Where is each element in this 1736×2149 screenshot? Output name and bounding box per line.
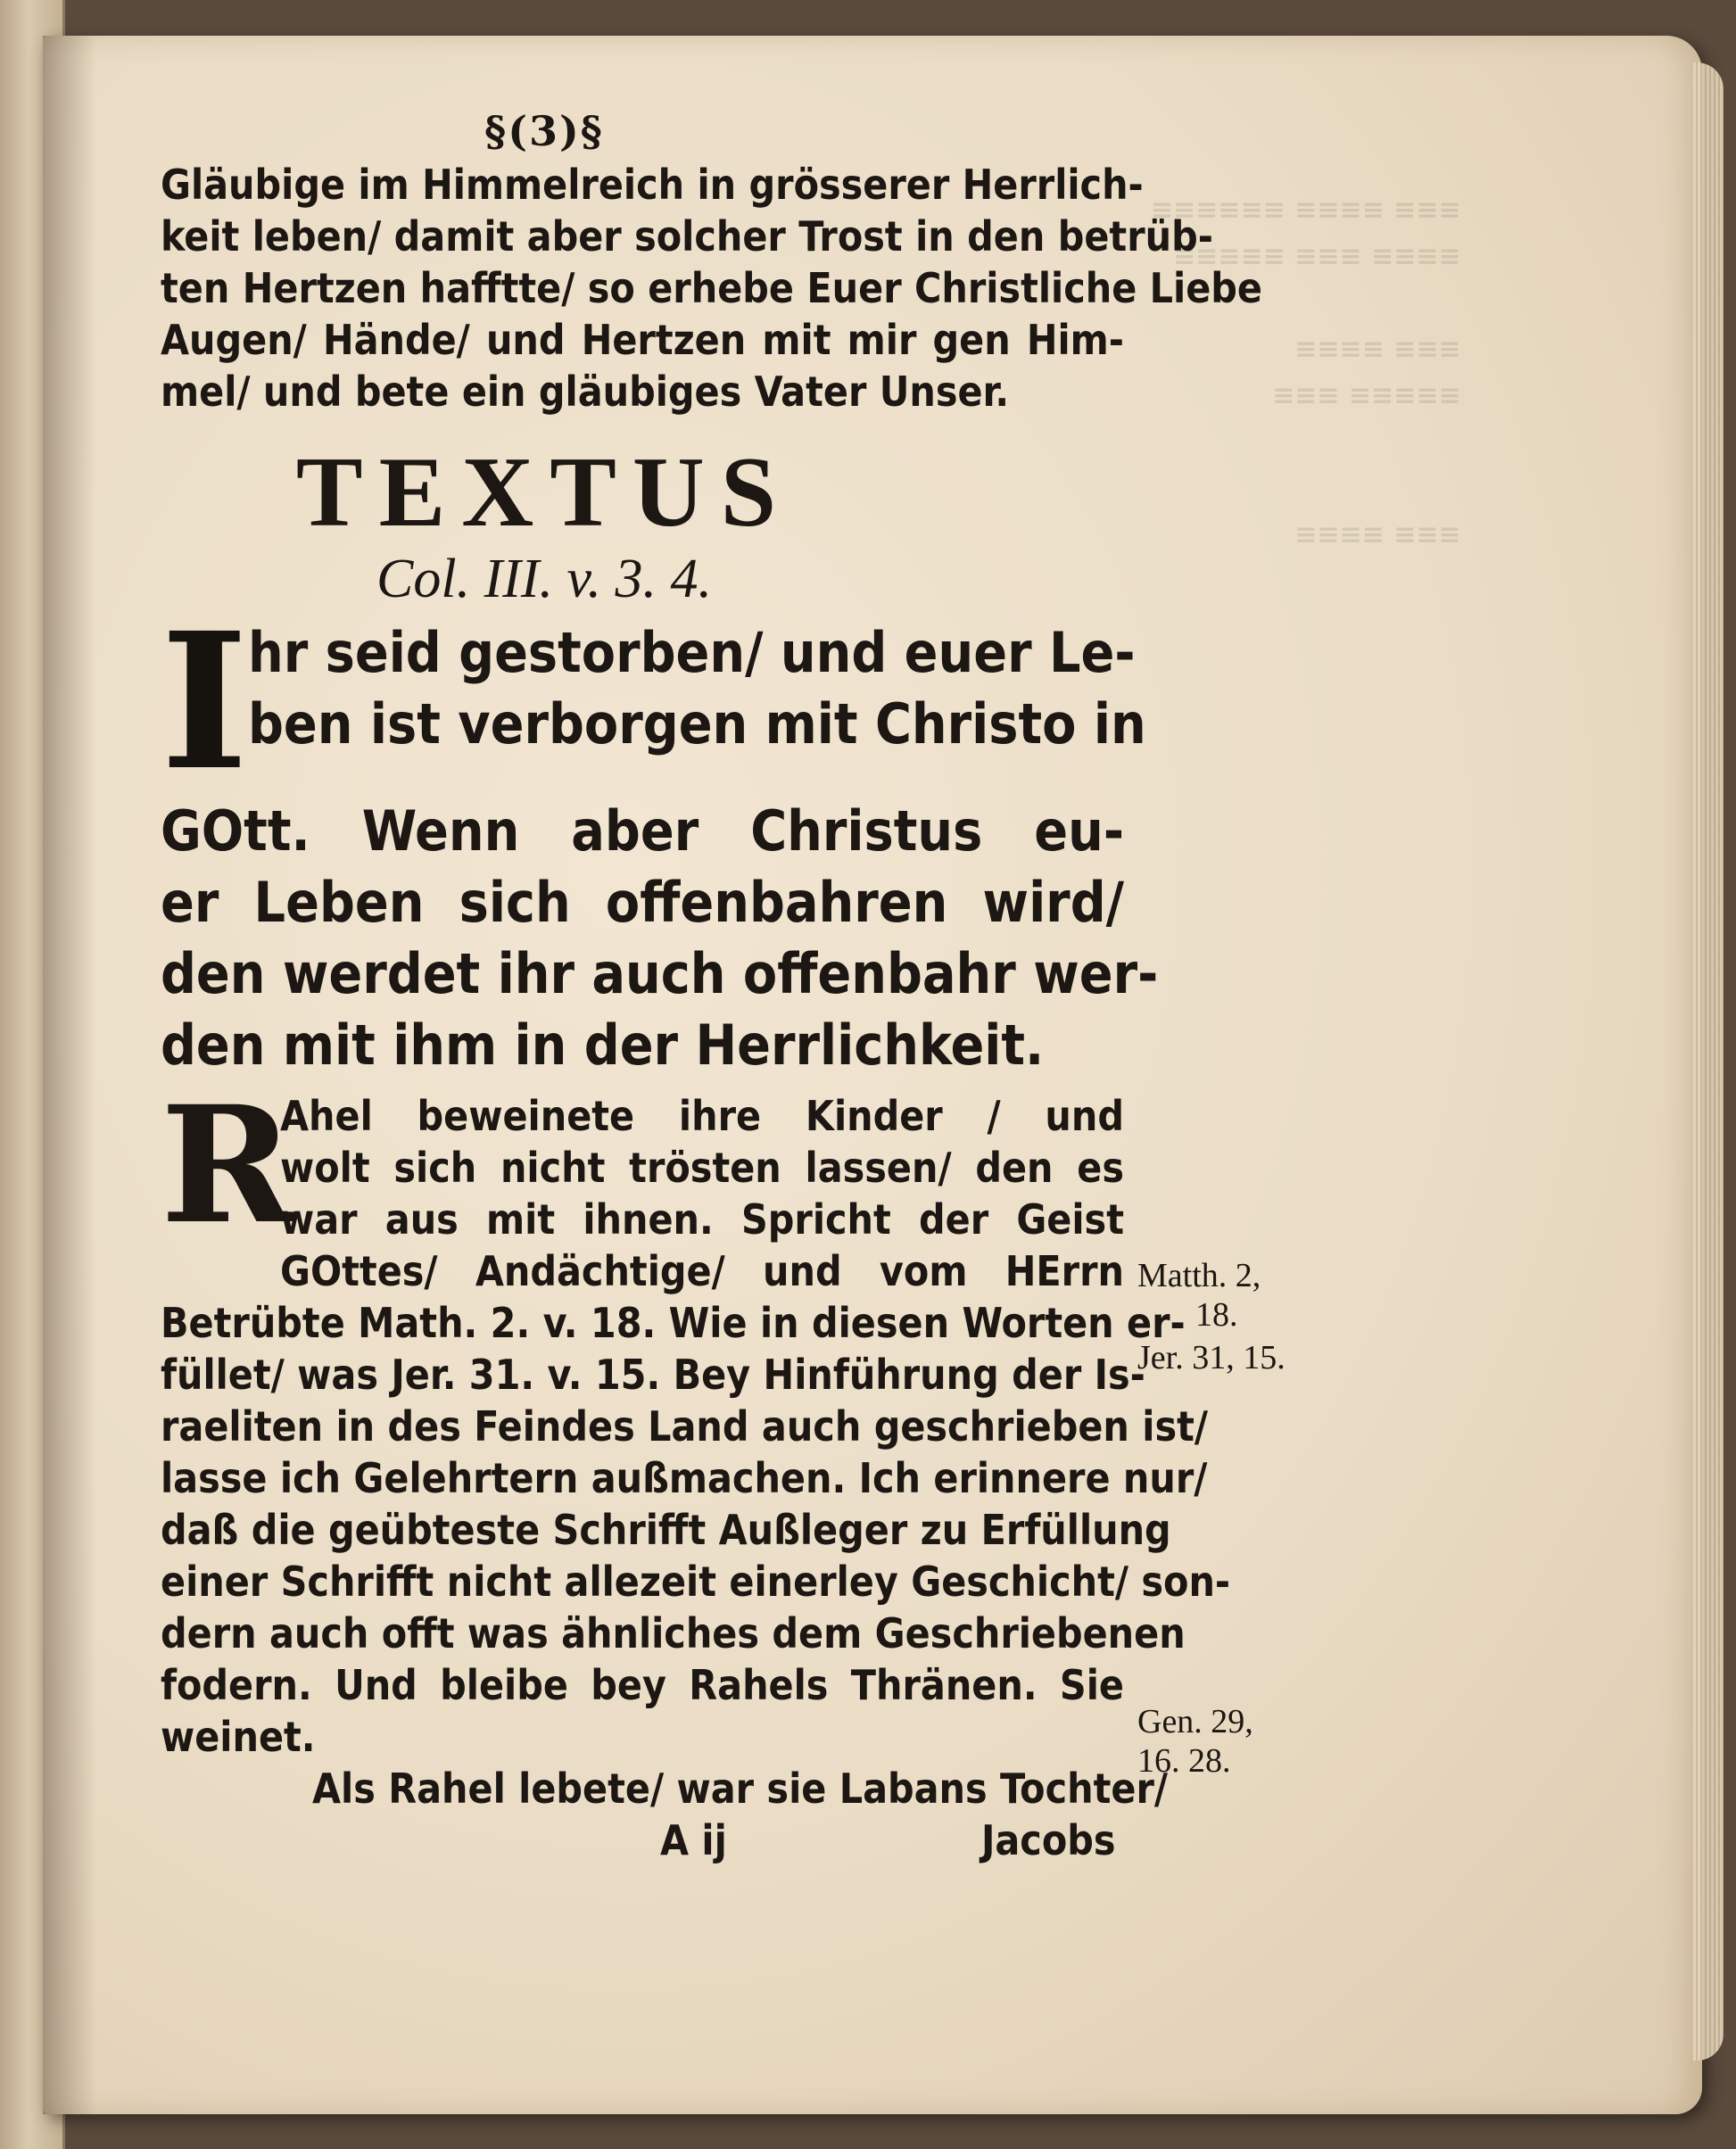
text-line: Augen/ Hände/ und Hertzen mit mir gen Him- — [161, 316, 1124, 364]
text-line: daß die geübteste Schrifft Außleger zu Erfüllung — [161, 1506, 1171, 1554]
page-fore-edge — [1693, 62, 1724, 2061]
textus-line: den mit ihm in der Herrlichkeit. — [161, 1013, 1045, 1078]
sermon-opening — [161, 1071, 1124, 1297]
textus-opening — [161, 591, 1146, 812]
text-line: dern auch offt was ähnliches dem Geschriebenen — [161, 1609, 1186, 1657]
page-footer — [161, 1814, 1124, 1866]
section-title: TEXTUS — [295, 437, 793, 548]
text-line: raeliten in des Feindes Land auch geschrieben ist/ — [161, 1402, 1208, 1451]
text-line: füllet/ was Jer. 31. v. 15. Bey Hinführung der Is- — [161, 1351, 1145, 1399]
bible-reference: Col. III. v. 3. 4. — [376, 549, 712, 609]
text-line: fodern. Und bleibe bey Rahels Thränen. Sie — [161, 1661, 1124, 1709]
text-line: war aus mit ihnen. Spricht der Geist — [280, 1195, 1124, 1244]
textus-line: den werdet ihr auch offenbahr wer- — [161, 941, 1159, 1006]
text-line: keit leben/ damit aber solcher Trost in den betrüb- — [161, 212, 1213, 260]
signature-mark: A ij — [660, 1816, 727, 1864]
textus-line: ben ist verborgen mit Christo in — [248, 691, 1146, 756]
marginal-note: Matth. 2, — [1137, 1257, 1261, 1294]
text-line: lasse ich Gelehrtern außmachen. Ich erinnere nur/ — [161, 1454, 1208, 1502]
show-through-text: ≡≡≡ ≡≡≡≡ ≡≡≡≡≡≡ ≡≡≡≡ ≡≡≡ ≡≡≡≡≡ ≡≡≡ ≡≡≡≡ ≡≡≡≡≡ ≡≡≡ ≡≡≡ ≡≡≡≡ — [1151, 194, 1461, 550]
text-line: mel/ und bete ein gläubiges Vater Unser. — [161, 368, 1010, 416]
decorated-initial-i: I — [161, 591, 249, 812]
text-line: Ahel beweinete ihre Kinder / und — [280, 1092, 1124, 1140]
textus-first-lines — [248, 617, 1146, 796]
textus-line: hr seid gestorben/ und euer Le- — [248, 620, 1136, 685]
page-number-header: §(3)§ — [484, 107, 604, 155]
marginal-note: Gen. 29, — [1137, 1703, 1253, 1740]
marginal-note: 18. — [1195, 1296, 1238, 1334]
text-line: Betrübte Math. 2. v. 18. Wie in diesen Worten er- — [161, 1299, 1186, 1347]
text-line: wolt sich nicht trösten lassen/ den es — [280, 1144, 1124, 1192]
gutter-shadow — [43, 36, 96, 2114]
textus-verse — [161, 796, 1159, 1081]
text-line: Als Rahel lebete/ war sie Labans Tochter/ — [312, 1765, 1169, 1813]
text-line: GOttes/ Andächtige/ und vom HErrn — [280, 1247, 1124, 1295]
catchword: Jacobs — [981, 1816, 1116, 1864]
text-line: weinet. — [161, 1713, 316, 1761]
text-line: ten Hertzen hafftte/ so erhebe Euer Christliche Liebe — [161, 264, 1262, 312]
sermon-first-lines — [280, 1090, 1124, 1297]
marginal-note: Jer. 31, 15. — [1137, 1339, 1285, 1376]
textus-line: er Leben sich offenbahren wird/ — [161, 870, 1124, 935]
text-line: einer Schrifft nicht allezeit einerley Geschicht/ son- — [161, 1558, 1231, 1606]
opening-paragraph — [161, 159, 1262, 417]
marginal-note: 16. 28. — [1137, 1742, 1231, 1780]
textus-line: GOtt. Wenn aber Christus eu- — [161, 798, 1124, 864]
decorated-initial-r: R — [161, 1071, 294, 1260]
text-line: Gläubige im Himmelreich in grösserer Herrlich- — [161, 161, 1144, 209]
